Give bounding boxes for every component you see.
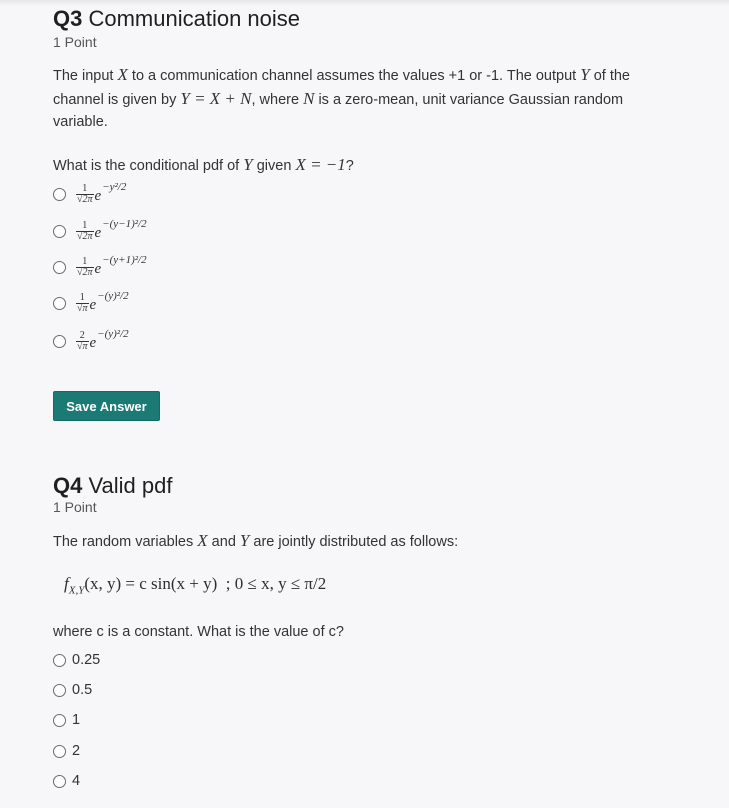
exp-base: e [94,261,102,277]
math-x: X [117,65,128,84]
text: What is the conditional pdf of [53,158,244,174]
q4-option[interactable] [53,773,80,789]
exponent: −y²/2 [102,180,127,193]
text: are jointly distributed as follows: [249,534,459,550]
q3-option[interactable] [53,217,147,242]
radio-button[interactable] [53,745,66,758]
denominator: √π [77,303,88,314]
math-y: Y [239,531,250,550]
math-y: Y [243,155,253,174]
denominator: √2π [77,267,93,278]
fraction [76,221,94,242]
q3-number: Q3 [53,6,83,31]
q3-description [53,64,673,134]
exponent: −(y)²/2 [97,327,129,340]
q3-points: 1 Point [53,34,97,50]
math-x: X [197,531,208,550]
text: is a zero-mean, unit variance Gaussian random variable. [53,91,624,130]
numerator: 1 [82,220,88,231]
text: The input [53,68,118,84]
q4-number: Q4 [53,473,83,498]
q4-title-text: Valid pdf [88,473,173,498]
exp-base: e [89,297,97,313]
formula-subscript: X,Y [68,584,85,597]
math-n: N [303,88,315,108]
q3-option[interactable] [53,253,147,278]
q3-title [53,6,300,32]
fraction [76,257,94,278]
numerator: 1 [82,256,88,267]
radio-button[interactable] [53,714,66,727]
option-label: 0.25 [72,652,101,668]
q4-option[interactable] [53,712,80,728]
text: to a communication channel assumes the values +1 or -1. The output [127,68,581,84]
q4-title [53,473,172,499]
numerator: 1 [82,183,88,194]
q4-option[interactable] [53,743,80,759]
exponent: −(y−1)²/2 [102,217,147,230]
option-label: 0.5 [72,682,93,698]
exp-base: e [94,188,102,204]
radio-button[interactable] [53,654,66,667]
option-label: 4 [72,773,81,789]
exp-base: e [89,335,97,351]
q4-formula [64,574,326,596]
save-answer-button[interactable]: Save Answer [53,391,160,421]
formula-f: f [64,574,69,593]
radio-button[interactable] [53,225,66,238]
text: of the channel is given by [53,68,630,108]
q3-option[interactable] [53,327,129,352]
radio-button[interactable] [53,684,66,697]
q4-option[interactable] [53,652,100,668]
q4-points: 1 Point [53,499,97,515]
text: given [252,158,296,174]
text: ? [345,158,354,174]
q3-option[interactable] [53,180,127,205]
numerator: 1 [79,292,85,303]
fraction [76,293,89,314]
numerator: 2 [79,330,85,341]
q3-question [53,154,673,178]
math-y: Y [580,65,590,84]
exponent: −(y)²/2 [97,289,129,302]
fraction [76,331,89,352]
q3-option[interactable] [53,289,129,314]
exponent: −(y+1)²/2 [102,253,147,266]
text: The random variables [53,534,198,550]
radio-button[interactable] [53,335,66,348]
text: and [207,534,240,550]
radio-button[interactable] [53,188,66,201]
q4-description [53,530,673,554]
q4-question: where c is a constant. What is the value of c? [53,624,344,640]
math-condition: X = −1 [295,155,346,174]
math-equation: Y = X + N [180,88,252,108]
denominator: √π [77,341,88,352]
radio-button[interactable] [53,297,66,310]
fraction [76,184,94,205]
denominator: √2π [77,194,93,205]
option-label: 1 [72,712,81,728]
radio-button[interactable] [53,775,66,788]
radio-button[interactable] [53,261,66,274]
formula-body: (x, y) = c sin(x + y) ; 0 ≤ x, y ≤ π/2 [84,574,327,593]
q3-title-text: Communication noise [88,6,301,31]
exp-base: e [94,225,102,241]
denominator: √2π [77,231,93,242]
text: , where [251,91,304,108]
q4-option[interactable] [53,682,92,698]
option-label: 2 [72,743,81,759]
